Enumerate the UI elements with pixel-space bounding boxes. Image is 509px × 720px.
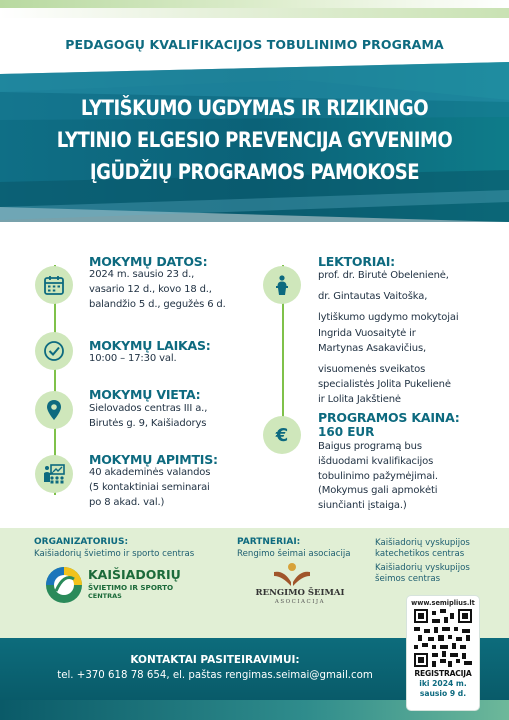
organizer-name: Kaišiadorių švietimo ir sporto centras <box>34 549 195 559</box>
top-stripe <box>0 0 509 8</box>
title-line-2: LYTINIO ELGESIO PREVENCIJA GYVENIMO <box>56 128 453 152</box>
lecturer-line: prof. dr. Birutė Obelenienė, <box>318 270 449 281</box>
clock-check-icon <box>35 332 73 370</box>
partner-catechetics <box>375 538 470 560</box>
partner-name: Rengimo šeimai asociacija <box>237 549 351 559</box>
registration-card[interactable] <box>407 596 479 710</box>
place-line: Birutės g. 9, Kaišiadorys <box>89 417 207 429</box>
contacts-heading: KONTAKTAI PASITEIRAVIMUI: <box>130 654 300 666</box>
registration-deadline-line2: sausio 9 d. <box>419 688 467 698</box>
price-line: tobulinimo pažymėjimai. <box>318 470 438 482</box>
price-heading: PROGRAMOS KAINA: <box>318 410 460 425</box>
lecturer-line: dr. Gintautas Vaitoška, <box>318 291 428 303</box>
calendar-icon <box>35 266 73 304</box>
registration-deadline <box>407 679 479 698</box>
registration-deadline-line1: iki 2024 m. <box>419 679 467 688</box>
lecturer-line: visuomenės sveikatos <box>318 364 426 376</box>
scope-line: (5 kontaktiniai seminarai <box>89 481 210 493</box>
partner-logo-icon <box>272 562 312 588</box>
top-stripe-secondary <box>0 8 509 18</box>
lecturer-line: specialistės Jolita Pukelienė <box>318 379 451 391</box>
organizer-logo-line1: KAIŠIADORIŲ <box>88 567 181 582</box>
partner-family-line2: šeimos centras <box>375 574 441 584</box>
scope-heading: MOKYMŲ APIMTIS: <box>89 452 218 467</box>
price-line: Baigus programą bus <box>318 441 422 452</box>
lecturers-heading: LEKTORIAI: <box>318 254 395 269</box>
dates-line: balandžio 5 d., gegužės 6 d. <box>89 298 226 310</box>
partner-catechetics-line1: Kaišiadorių vyskupijos <box>375 538 470 548</box>
organizer-logo-icon <box>44 565 84 605</box>
dates-heading: MOKYMŲ DATOS: <box>89 254 208 269</box>
time-heading: MOKYMŲ LAIKAS: <box>89 338 211 353</box>
dates-text <box>89 268 226 312</box>
title-line-1: LYTIŠKUMO UGDYMAS IR RIZIKINGO <box>80 96 429 120</box>
partners-heading: PARTNERIAI: <box>237 537 301 547</box>
registration-label: REGISTRACIJA <box>414 669 472 678</box>
dates-line: vasario 12 d., kovo 18 d., <box>89 283 212 295</box>
lecturer-line: lytiškumo ugdymo mokytojai <box>318 312 459 324</box>
partner-family-center <box>375 563 470 585</box>
registration-url[interactable]: www.semiplius.lt <box>411 599 475 607</box>
presentation-icon <box>35 455 73 493</box>
scope-line: 40 akademinės valandos <box>89 467 211 478</box>
svg-text:€: € <box>275 425 289 446</box>
lecturer-podium-icon <box>263 266 301 304</box>
price-line: (Mokymus gali apmokėti <box>318 485 438 497</box>
contacts-text: tel. +370 618 78 654, el. paštas rengimas.seimai@gmail.com <box>57 670 373 681</box>
partner-family-line1: Kaišiadorių vyskupijos <box>375 563 470 573</box>
partner-catechetics-line2: katechetikos centras <box>375 549 465 559</box>
euro-icon <box>263 416 301 454</box>
lecturers-text <box>318 268 459 408</box>
partner-logo <box>244 562 356 608</box>
partner-logo-line1: RENGIMO ŠEIMAI <box>255 588 345 598</box>
price-line: išduodami kvalifikacijos <box>318 455 434 467</box>
place-heading: MOKYMŲ VIETA: <box>89 387 201 402</box>
scope-line: po 8 akad. val.) <box>89 496 165 508</box>
price-text <box>318 440 438 514</box>
place-line: Sielovados centras III a., <box>89 403 208 414</box>
organizer-heading: ORGANIZATORIUS: <box>34 537 129 547</box>
place-text <box>89 402 207 432</box>
time-text <box>89 352 176 367</box>
lecturer-line: Ingrida Vuosaitytė ir <box>318 327 416 339</box>
course-title <box>36 92 474 188</box>
location-pin-icon <box>35 391 73 429</box>
scope-text <box>89 466 210 510</box>
partner-logo-line2: ASOCIACIJA <box>274 599 326 605</box>
price-line: siunčianti įstaiga.) <box>318 500 407 512</box>
price-amount: 160 EUR <box>318 425 375 439</box>
organizer-logo-line3: CENTRAS <box>88 592 122 600</box>
qr-code-icon[interactable] <box>414 609 472 667</box>
time-line: 10:00 – 17:30 val. <box>89 353 177 364</box>
lecturer-line: ir Lolita Jakštienė <box>318 394 401 406</box>
program-label: PEDAGOGŲ KVALIFIKACIJOS TOBULINIMO PROGRAMA <box>65 37 444 52</box>
organizer-logo <box>44 564 194 606</box>
organizer-logo-line2: ŠVIETIMO IR SPORTO <box>88 583 174 592</box>
lecturer-line: Martynas Asakavičius, <box>318 342 427 354</box>
dates-line: 2024 m. sausio 23 d., <box>89 269 195 280</box>
title-line-3: ĮGŪDŽIŲ PROGRAMOS PAMOKOSE <box>89 160 420 184</box>
